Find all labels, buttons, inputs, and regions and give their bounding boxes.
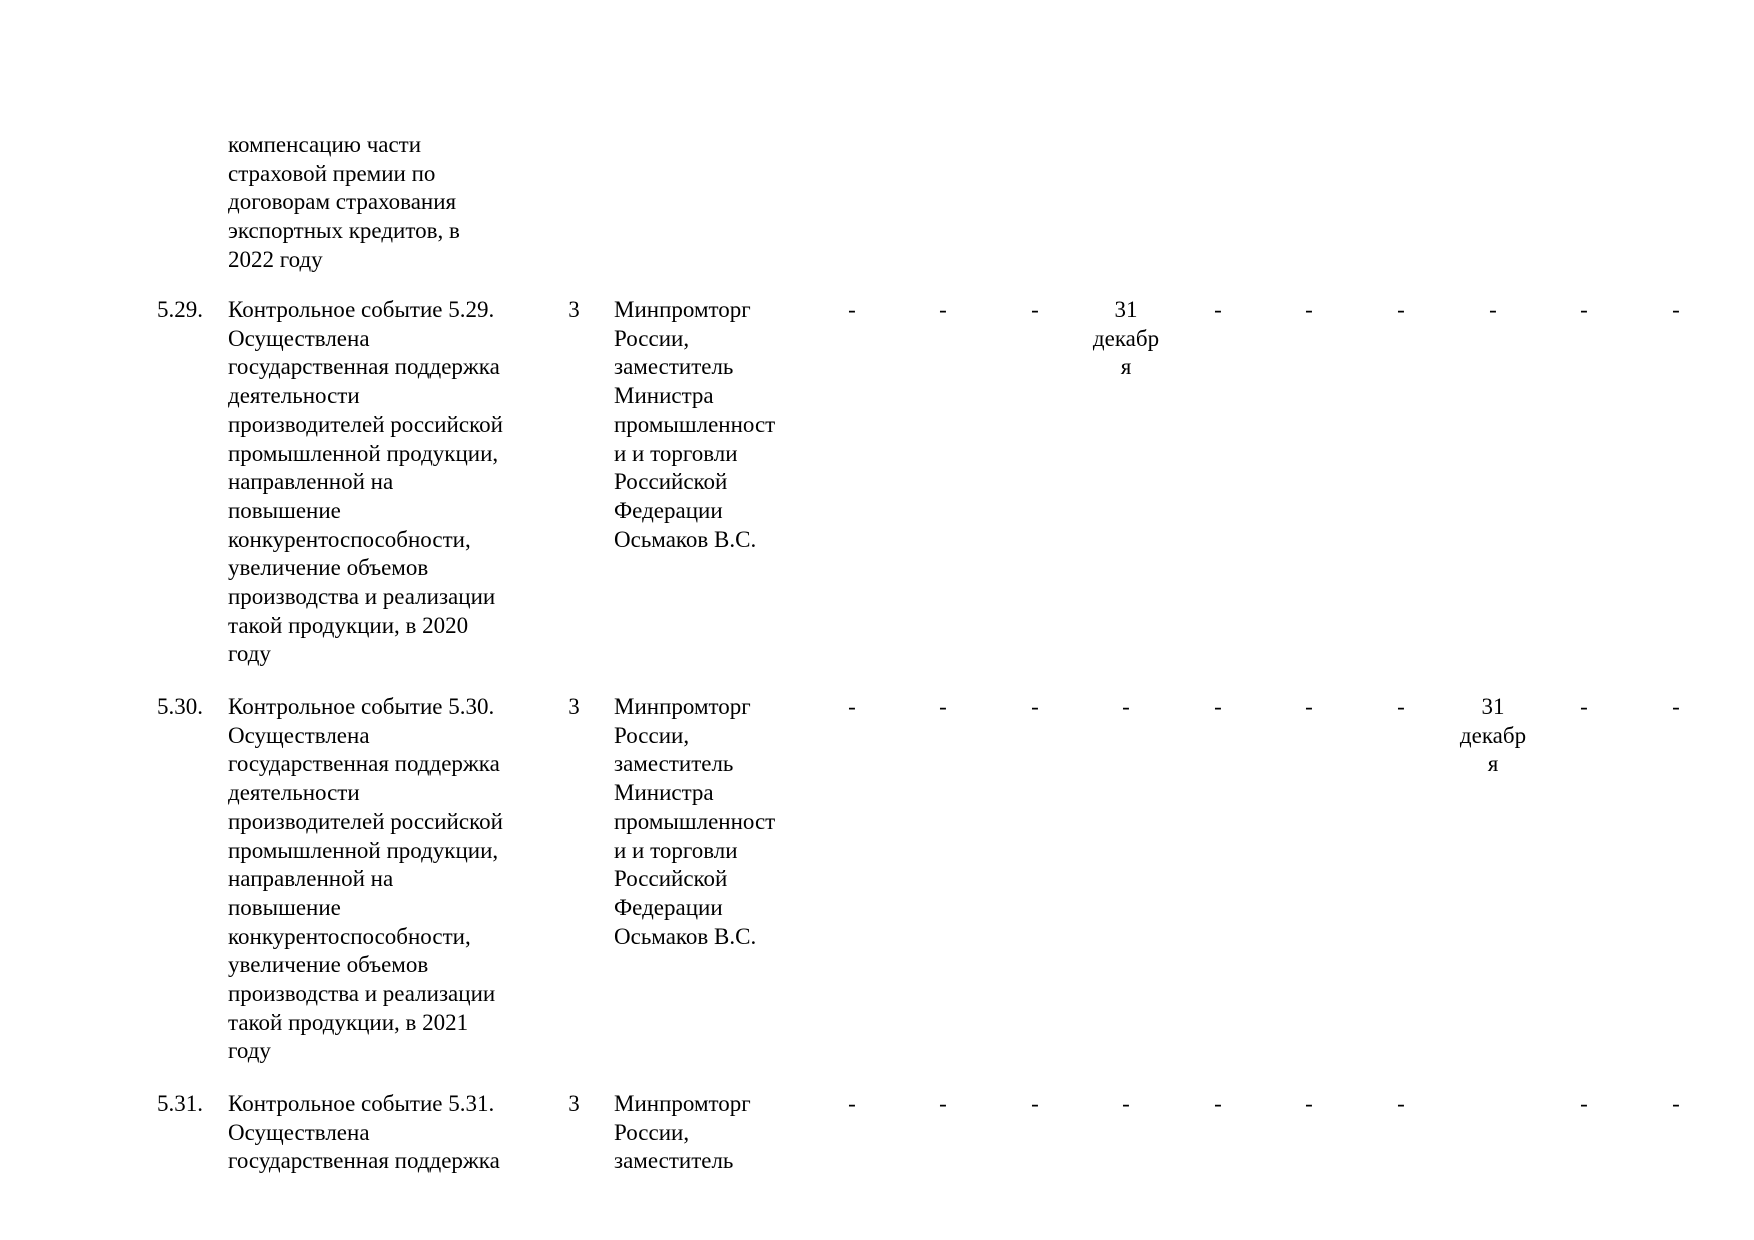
- quarter-cell: -: [1397, 694, 1405, 719]
- quarter-cell: -: [848, 297, 856, 322]
- row-number: 5.30.: [157, 694, 203, 719]
- quarter-cell: -: [1214, 297, 1222, 322]
- continued-description: компенсацию части страховой премии по договорам страхования экспортных кредитов, в 2022 году: [228, 132, 460, 272]
- quarter-cell: -: [939, 1091, 947, 1116]
- quarter-cell: -: [848, 1091, 856, 1116]
- quarter-cell: -: [1122, 694, 1130, 719]
- quarter-cell: -: [1214, 694, 1222, 719]
- row-priority: 3: [568, 297, 580, 322]
- quarter-cell: -: [1580, 694, 1588, 719]
- quarter-cell: -: [1305, 694, 1313, 719]
- row-priority: 3: [568, 694, 580, 719]
- quarter-cell: -: [1031, 1091, 1039, 1116]
- quarter-cell: -: [1580, 297, 1588, 322]
- row-description: Контрольное событие 5.30. Осуществлена государственная поддержка деятельности производителей российской промышленной продукции, направленной на повышение конкурентоспособности, увеличение объемов производства и реализации такой продукции, в 2021 году: [228, 694, 503, 1064]
- quarter-cell: -: [1122, 1091, 1130, 1116]
- quarter-cell: -: [1489, 297, 1497, 322]
- row-responsible: Минпромторг России, заместитель: [614, 1091, 751, 1174]
- quarter-cell: -: [939, 694, 947, 719]
- row-description: Контрольное событие 5.29. Осуществлена государственная поддержка деятельности производителей российской промышленной продукции, направленной на повышение конкурентоспособности, увеличение объемов производства и реализации такой продукции, в 2020 году: [228, 297, 503, 667]
- quarter-cell: -: [1214, 1091, 1222, 1116]
- quarter-cell: -: [1397, 297, 1405, 322]
- quarter-cell: 31 декабр я: [1459, 694, 1527, 777]
- row-description: Контрольное событие 5.31. Осуществлена государственная поддержка: [228, 1091, 500, 1174]
- row-responsible: Минпромторг России, заместитель Министра промышленност и и торговли Российской Федерации Осьмаков В.С.: [614, 297, 776, 552]
- row-number: 5.31.: [157, 1091, 203, 1116]
- quarter-cell: -: [1580, 1091, 1588, 1116]
- quarter-cell: -: [1031, 297, 1039, 322]
- quarter-cell: -: [1305, 1091, 1313, 1116]
- quarter-cell: -: [1672, 1091, 1680, 1116]
- quarter-cell: -: [848, 694, 856, 719]
- quarter-cell: -: [939, 297, 947, 322]
- quarter-cell: -: [1031, 694, 1039, 719]
- row-responsible: Минпромторг России, заместитель Министра промышленност и и торговли Российской Федерации Осьмаков В.С.: [614, 694, 776, 949]
- quarter-cell: -: [1397, 1091, 1405, 1116]
- quarter-cell: -: [1305, 297, 1313, 322]
- quarter-cell: -: [1672, 694, 1680, 719]
- quarter-cell: -: [1672, 297, 1680, 322]
- row-number: 5.29.: [157, 297, 203, 322]
- row-priority: 3: [568, 1091, 580, 1116]
- quarter-cell: 31 декабр я: [1092, 297, 1160, 380]
